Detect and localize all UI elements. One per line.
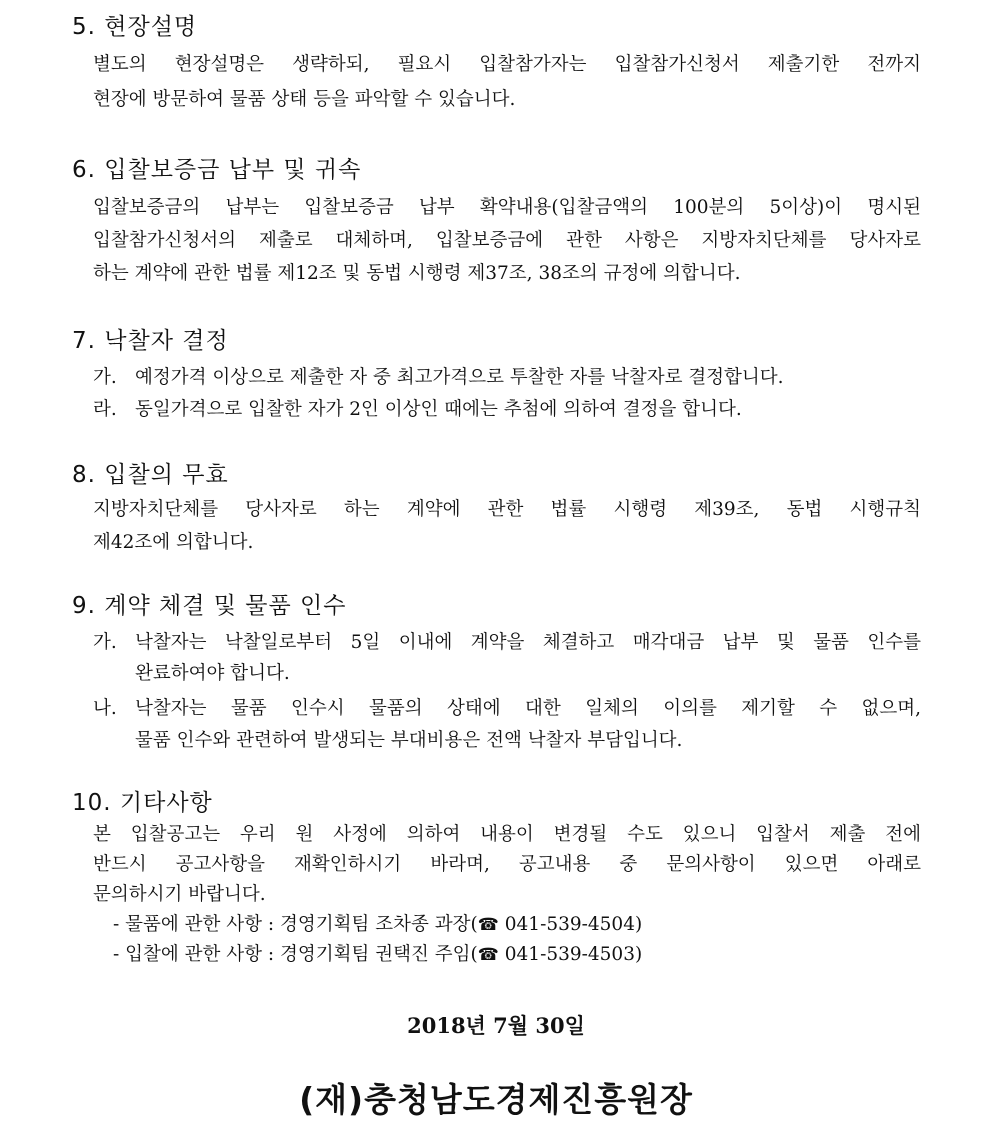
section-heading: 5. 현장설명 [72,14,198,40]
item-text: 예정가격 이상으로 제출한 자 중 최고가격으로 투찰한 자를 낙찰자로 결정합니다. [135,367,784,388]
paragraph-line: 입찰보증금의 납부는 입찰보증금 납부 확약내용(입찰금액의 100분의 5이상)이 명시된 [93,197,921,218]
paragraph-line: 현장에 방문하여 물품 상태 등을 파악할 수 있습니다. [93,89,516,110]
paragraph-line: 입찰참가신청서의 제출로 대체하며, 입찰보증금에 관한 사항은 지방자치단체를 당사자로 [93,230,921,251]
paragraph-line: 하는 계약에 관한 법률 제12조 및 동법 시행령 제37조, 38조의 규정에 의합니다. [93,263,741,284]
contact-line [113,943,642,967]
item-marker: 나. [93,698,117,719]
paragraph-line: 지방자치단체를 당사자로 하는 계약에 관한 법률 시행령 제39조, 동법 시행규칙 [93,499,921,520]
paragraph-line: 본 입찰공고는 우리 원 사정에 의하여 내용이 변경될 수도 있으니 입찰서 제출 전에 [93,824,921,845]
paragraph-line: 별도의 현장설명은 생략하되, 필요시 입찰참가자는 입찰참가신청서 제출기한 전까지 [93,54,921,75]
item-text: 완료하여야 합니다. [135,663,290,684]
section-heading: 7. 낙찰자 결정 [72,328,229,354]
item-text: 물품 인수와 관련하여 발생되는 부대비용은 전액 낙찰자 부담입니다. [135,730,683,751]
organization-name: (재)충청남도경제진흥원장 [299,1080,693,1119]
contact-line [113,913,642,937]
item-marker: 가. [93,367,117,388]
item-marker: 가. [93,632,117,653]
phone-number: 041-539-4504) [498,914,643,935]
phone-number: 041-539-4503) [498,944,643,965]
section-heading: 9. 계약 체결 및 물품 인수 [72,593,347,619]
section-heading: 10. 기타사항 [72,790,213,816]
phone-icon: ☎ [477,915,499,935]
paragraph-line: 문의하시기 바랍니다. [93,884,266,905]
list-item [93,398,742,422]
contact-label: - 입찰에 관한 사항 : 경영기획팀 권택진 주임( [113,944,478,965]
list-item [93,366,784,390]
item-text: 낙찰자는 낙찰일로부터 5일 이내에 계약을 체결하고 매각대금 납부 및 물품 인수를 [135,632,921,653]
item-text: 낙찰자는 물품 인수시 물품의 상태에 대한 일체의 이의를 제기할 수 없으며, [135,698,921,719]
paragraph-line: 반드시 공고사항을 재확인하시기 바라며, 공고내용 중 문의사항이 있으면 아래로 [93,854,921,875]
phone-icon: ☎ [477,945,499,965]
section-heading: 6. 입찰보증금 납부 및 귀속 [72,157,362,183]
section-heading: 8. 입찰의 무효 [72,462,229,488]
contact-label: - 물품에 관한 사항 : 경영기획팀 조차종 과장( [113,914,478,935]
paragraph-line: 제42조에 의합니다. [93,532,254,553]
item-text: 동일가격으로 입찰한 자가 2인 이상인 때에는 추첨에 의하여 결정을 합니다. [135,399,742,420]
item-marker: 라. [93,399,117,420]
announcement-date: 2018년 7월 30일 [407,1013,585,1038]
